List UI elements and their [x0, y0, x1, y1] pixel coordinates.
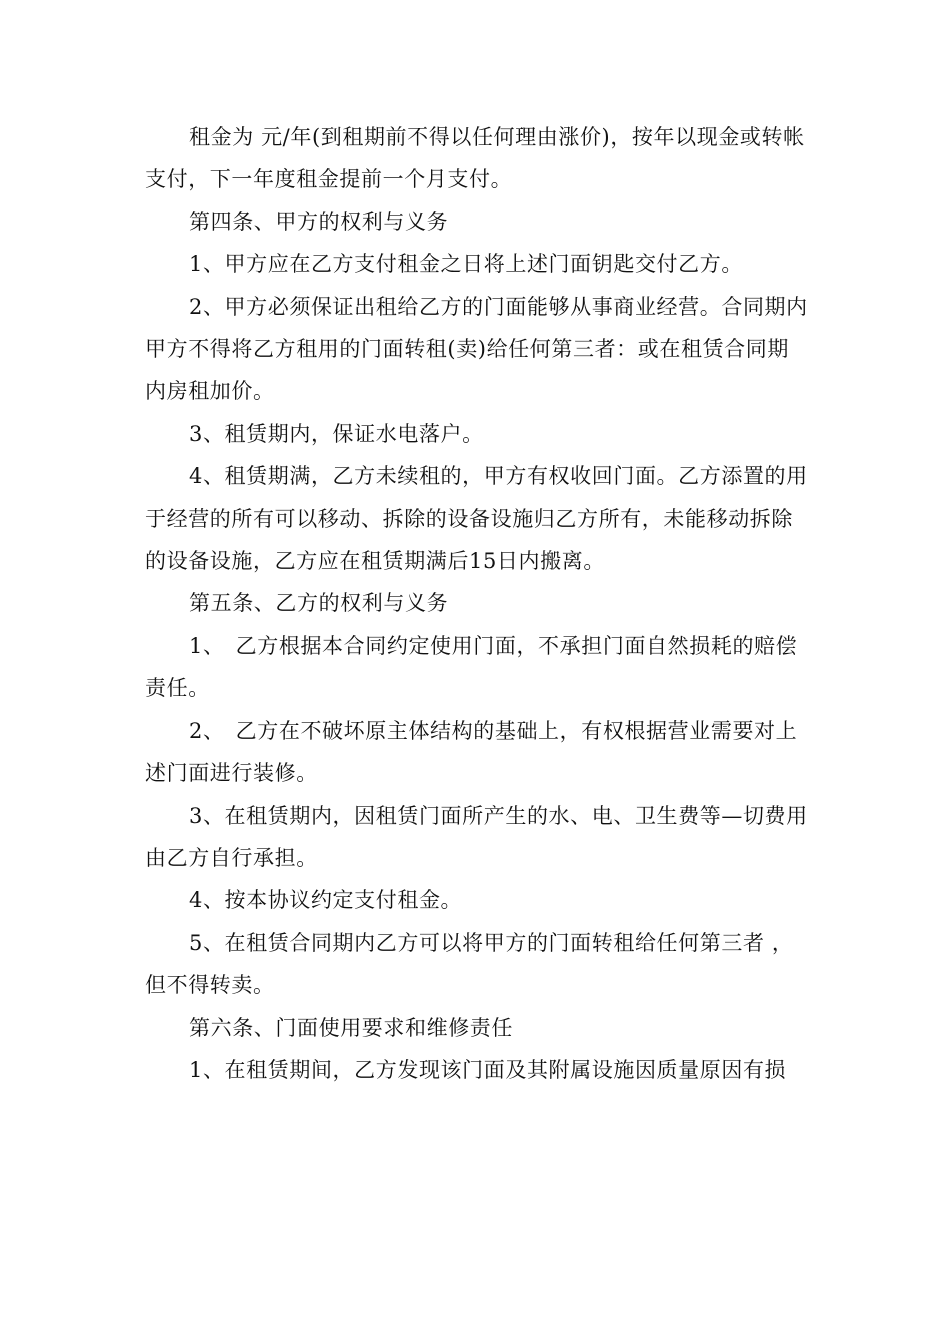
paragraph-4-4: 4、租赁期满，乙方未续租的，甲方有权收回门面。乙方添置的用于经营的所有可以移动、拆除的设备设施归乙方所有，未能移动拆除的设备设施，乙方应在租赁期满后15日内搬离。: [145, 464, 808, 574]
paragraph-5-2: 2、 乙方在不破坏原主体结构的基础上，有权根据营业需要对上述门面进行装修。: [145, 718, 798, 786]
heading-article-6: 第六条、门面使用要求和维修责任: [189, 1015, 513, 1040]
paragraph-4-3: 3、租赁期内，保证水电落户。: [189, 421, 484, 446]
paragraph-rent-payment: 租金为 元/年(到租期前不得以任何理由涨价)，按年以现金或转帐支付，下一年度租金提前一个月支付。: [145, 125, 805, 192]
document-body: [145, 116, 810, 1091]
paragraph-4-1: 1、甲方应在乙方支付租金之日将上述门面钥匙交付乙方。: [189, 252, 743, 277]
heading-article-5: 第五条、乙方的权利与义务: [189, 591, 449, 616]
paragraph-5-4: 4、按本协议约定支付租金。: [189, 888, 463, 913]
paragraph-5-1: 1、 乙方根据本合同约定使用门面，不承担门面自然损耗的赔偿责任。: [145, 633, 798, 701]
heading-article-4: 第四条、甲方的权利与义务: [189, 209, 449, 234]
paragraph-6-1: 1、在租赁期间，乙方发现该门面及其附属设施因质量原因有损: [189, 1057, 787, 1082]
paragraph-4-2: 2、甲方必须保证出租给乙方的门面能够从事商业经营。合同期内甲方不得将乙方租用的门面转租(卖)给任何第三者：或在租赁合同期内房租加价。: [145, 294, 808, 404]
paragraph-5-3: 3、在租赁期内，因租赁门面所产生的水、电、卫生费等—切费用由乙方自行承担。: [145, 803, 808, 870]
paragraph-5-5: 5、在租赁合同期内乙方可以将甲方的门面转租给任何第三者 ，但不得转卖。: [145, 930, 794, 998]
